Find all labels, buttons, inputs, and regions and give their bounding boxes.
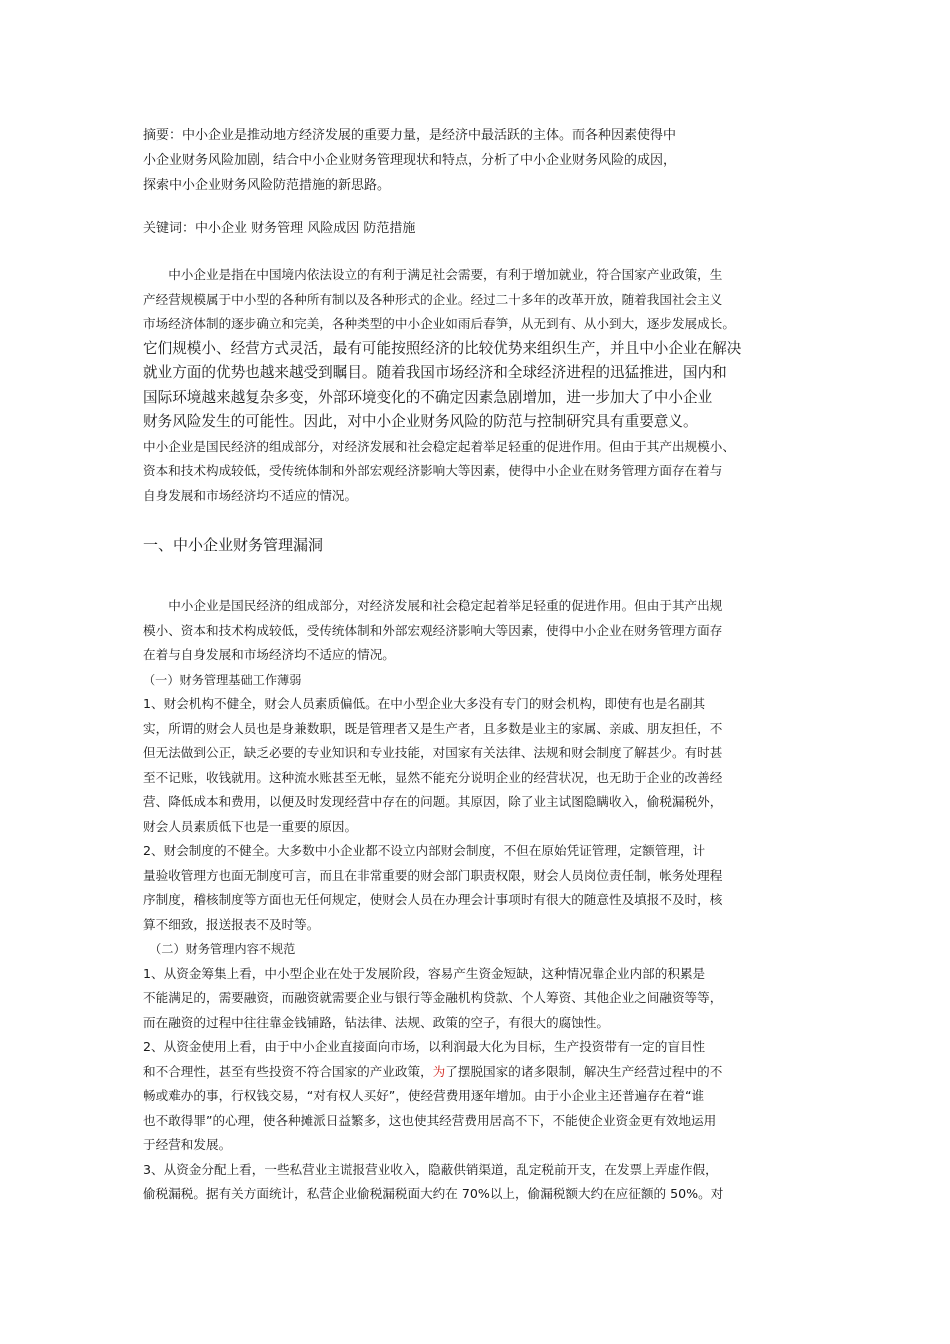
item-1-2-paragraph: 2、财会制度的不健全。大多数中小企业都不设立内部财会制度，不但在原始凭证管理，定额管理，计 量验收管理方也面无制度可言，而且在非常重要的财会部门职责权限，财会人员岗位责任制，帐务处理程 序制度，稽核制度等方面也无任何规定，使财会人员在办理会计事项时有很大的随意性及填报不及时，核 算不细致，报送报表不及时等。 — [143, 843, 723, 932]
intro-paragraph-2: 它们规模小、经营方式灵活，最有可能按照经济的比较优势来组织生产，并且中小企业在解决 就业方面的优势也越来越受到瞩目。随着我国市场经济和全球经济进程的迅猛推进，国内和 国际环境越来越复杂多变，外部环境变化的不确定因素急剧增加，进一步加大了中小企业 财务风险发生的可能性。因此，对中小企业财务风险的防范与控制研究具有重要意义。 — [143, 339, 742, 431]
subsection-heading-1: （一）财务管理基础工作薄弱 — [143, 672, 302, 687]
document-body — [143, 123, 815, 1207]
intro-paragraph-3: 中小企业是国民经济的组成部分，对经济发展和社会稳定起着举足轻重的促进作用。但由于其产出规模小、 资本和技术构成较低，受传统体制和外部宏观经济影响大等因素，使得中小企业在财务管理方面存在着与 自身发展和市场经济均不适应的情况。 — [143, 438, 735, 503]
subsection-heading-2: （二）财务管理内容不规范 — [143, 942, 296, 957]
item-2-2-text-start: 2、从资金使用上看，由于中小企业直接面向市场，以利润最大化为目标，生产投资带有一定的盲目性 和不合理性，甚至有些投资不符合国家的产业政策， — [143, 1039, 706, 1079]
abstract-paragraph: 摘要：中小企业是推动地方经济发展的重要力量，是经济中最活跃的主体。而各种因素使得中 小企业财务风险加剧，结合中小企业财务管理现状和特点，分析了中小企业财务风险的成因， 探索中小企业财务风险防范措施的新思路。 — [143, 128, 677, 193]
keywords-line: 关键词：中小企业 财务管理 风险成因 防范措施 — [143, 221, 416, 236]
item-2-3-paragraph: 3、从资金分配上看，一些私营业主谎报营业收入，隐蔽供销渠道，乱定税前开支，在发票上弄虚作假， 偷税漏税。据有关方面统计，私营企业偷税漏税面大约在 70%以上，偷漏税额大约在应征额的 50%。对 — [143, 1161, 724, 1202]
section-heading-1: 一、中小企业财务管理漏洞 — [143, 536, 324, 555]
item-2-2-paragraph — [143, 1035, 815, 1158]
section1-intro-paragraph: 中小企业是国民经济的组成部分，对经济发展和社会稳定起着举足轻重的促进作用。但由于其产出规 模小、资本和技术构成较低，受传统体制和外部宏观经济影响大等因素，使得中小企业在财务管理方面存 在着与自身发展和市场经济均不适应的情况。 — [143, 598, 723, 663]
item-2-2-text-end: 了摆脱国家的诸多限制，解决生产经营过程中的不 畅或难办的事，行权钱交易，“对有权人买好”，使经营费用逐年增加。由于小企业主还普遍存在着“谁 也不敢得罪”的心理，使各种摊派日益繁多，这也使其经营费用居高不下，不能使企业资金更有效地运用 于经营和发展。 — [143, 1063, 723, 1153]
highlighted-character: 为 — [432, 1063, 446, 1079]
item-1-1-paragraph: 1、财会机构不健全，财会人员素质偏低。在中小型企业大多没有专门的财会机构，即使有也是名副其 实，所谓的财会人员也是身兼数职，既是管理者又是生产者，且多数是业主的家属、亲戚、朋友担任，不 但无法做到公正，缺乏必要的专业知识和专业技能，对国家有关法律、法规和财会制度了解甚少。有时甚 至不记账，收钱就用。这种流水账甚至无帐，显然不能充分说明企业的经营状况，也无助于企业的改善经 营、降低成本和费用，以便及时发现经营中存在的问题。其原因，除了业主试图隐瞒收入，偷税漏税外， 财会人员素质低下也是一重要的原因。 — [143, 696, 723, 834]
item-2-1-paragraph: 1、从资金筹集上看，中小型企业在处于发展阶段，容易产生资金短缺，这种情况靠企业内部的积累是 不能满足的，需要融资，而融资就需要企业与银行等金融机构贷款、个人筹资、其他企业之间融资等等， 而在融资的过程中往往靠金钱铺路，钻法律、法规、政策的空子，有很大的腐蚀性。 — [143, 965, 723, 1030]
intro-paragraph-1: 中小企业是指在中国境内依法设立的有利于满足社会需要，有利于增加就业，符合国家产业政策，生 产经营规模属于中小型的各种所有制以及各种形式的企业。经过二十多年的改革开放，随着我国社会主义 市场经济体制的逐步确立和完美，各种类型的中小企业如雨后春笋，从无到有、从小到大，逐步发展成长。 — [143, 267, 735, 331]
